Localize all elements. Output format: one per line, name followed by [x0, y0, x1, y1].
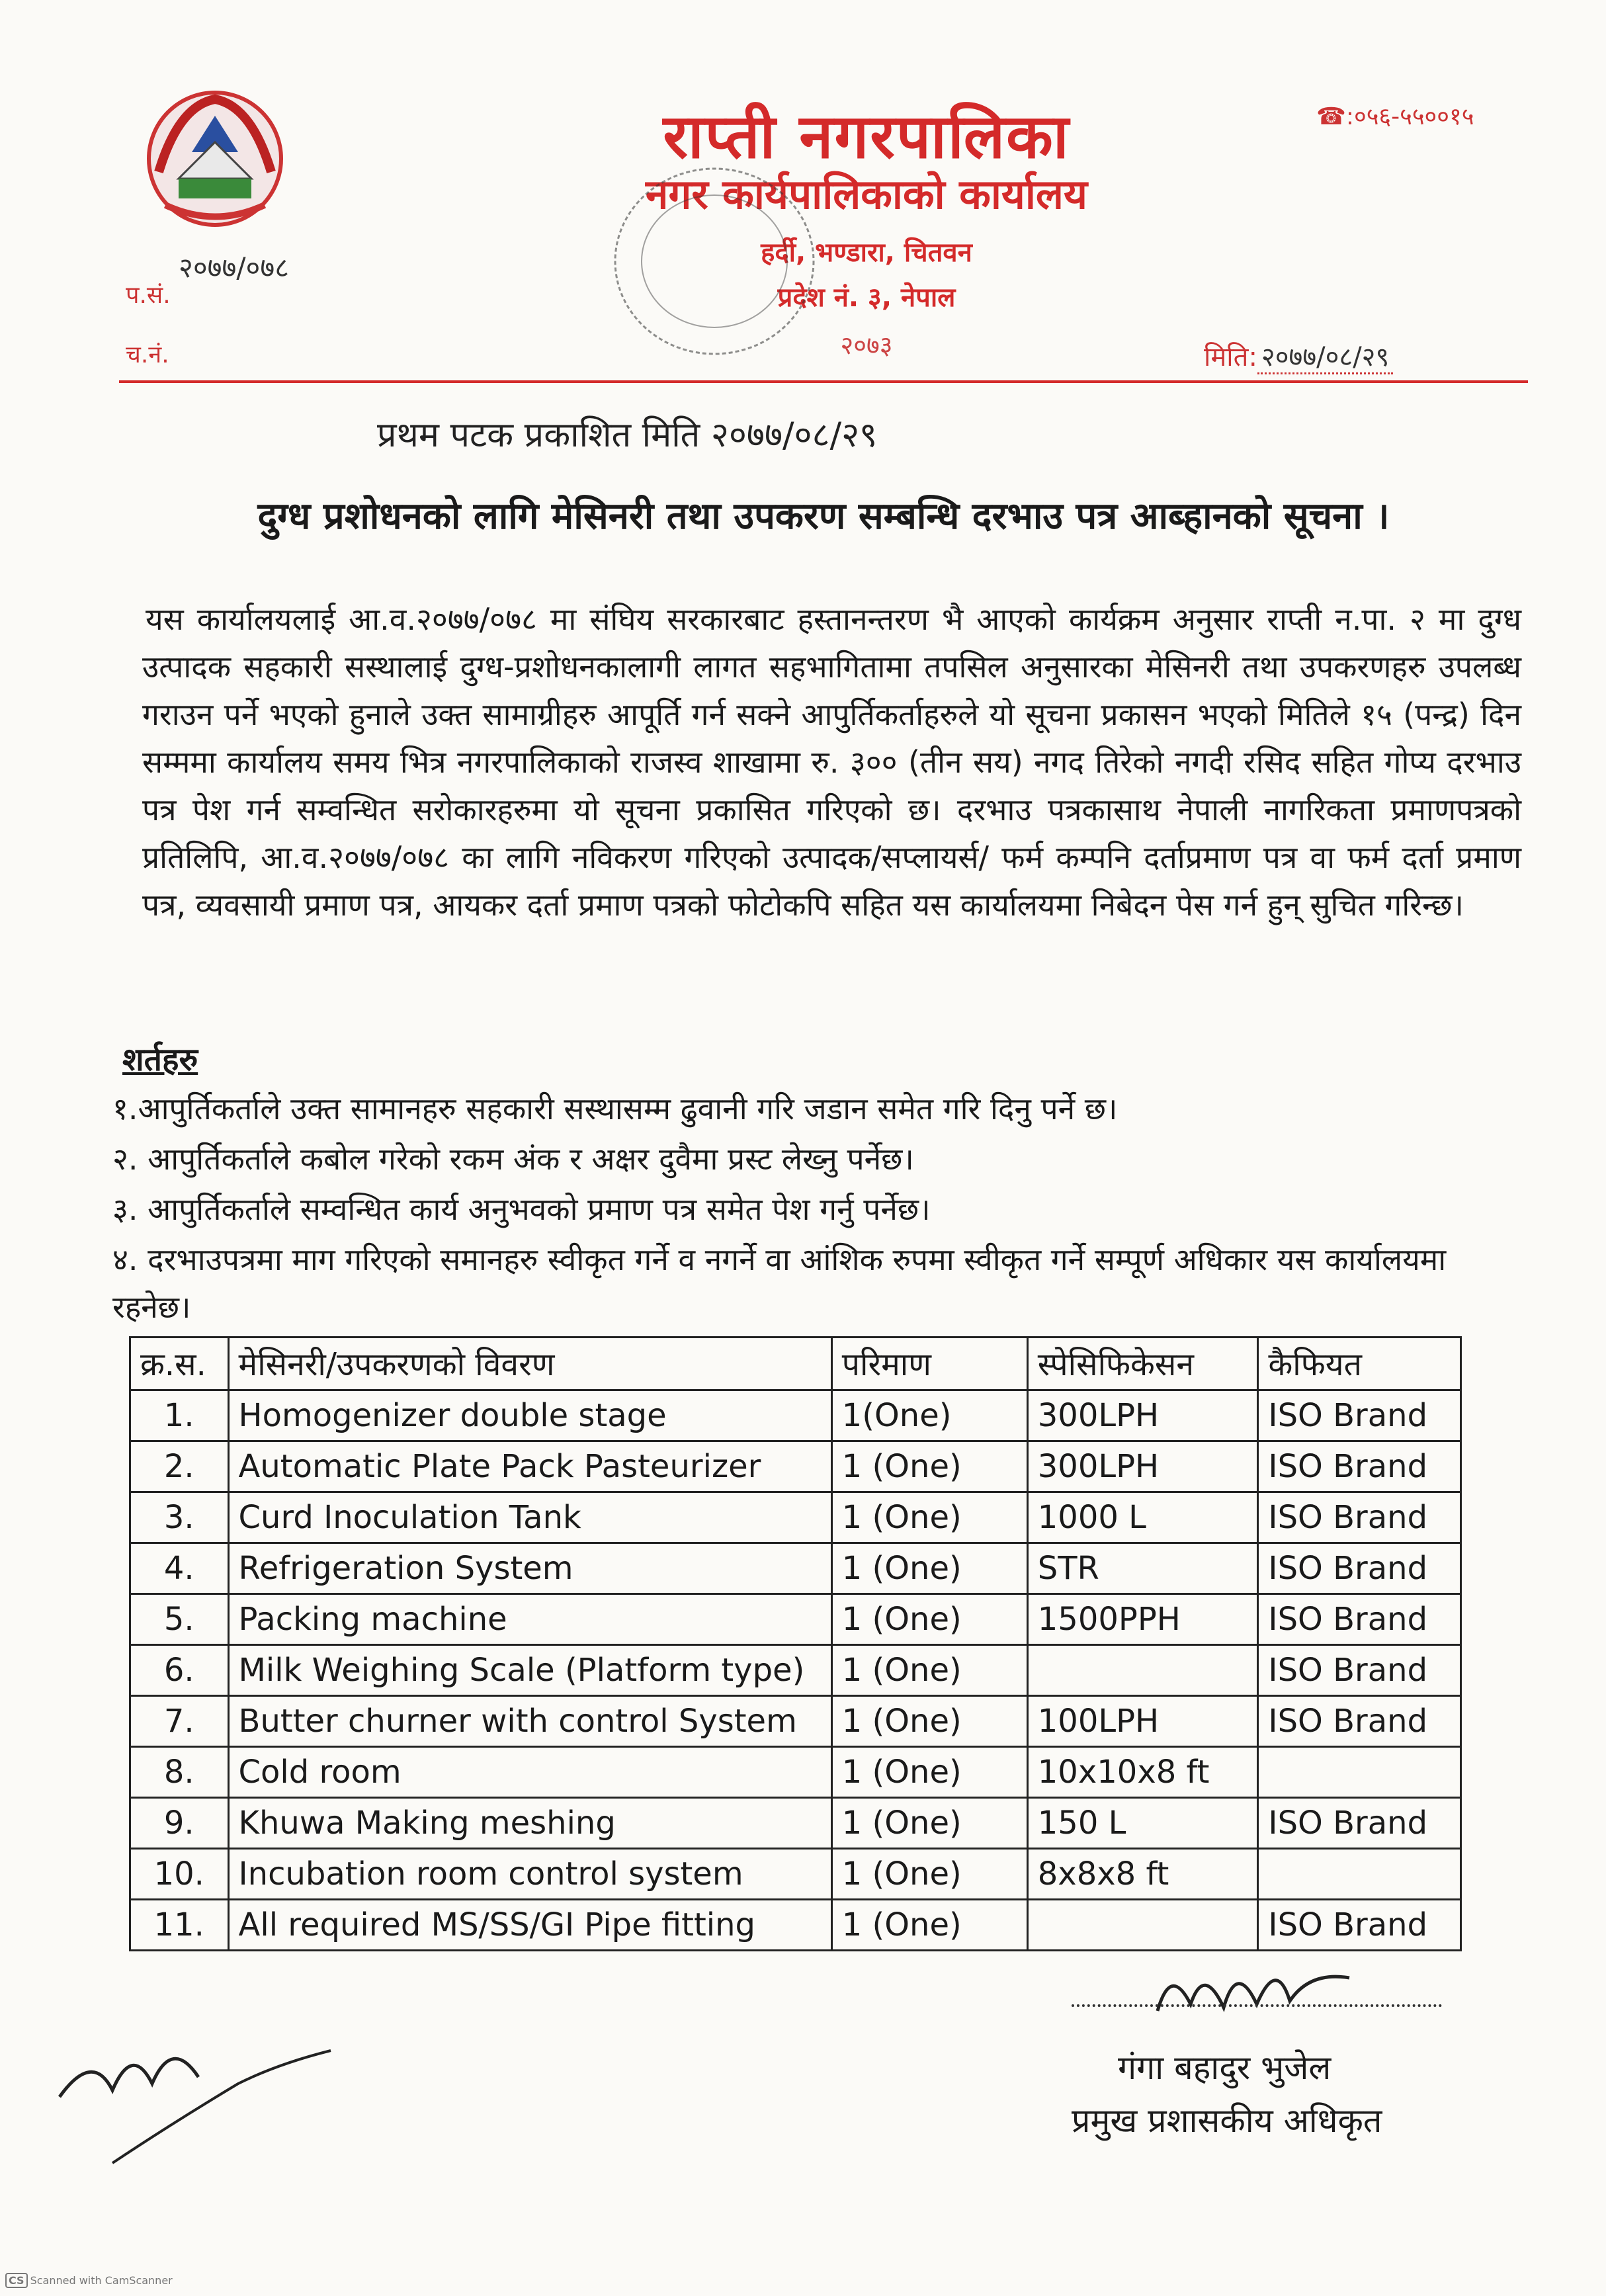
row-description: All required MS/SS/GI Pipe fitting	[228, 1900, 831, 1951]
row-description: Butter churner with control System	[228, 1696, 831, 1747]
scanner-badge: CS	[5, 2273, 28, 2288]
row-quantity: 1 (One)	[831, 1645, 1027, 1696]
row-quantity: 1 (One)	[831, 1798, 1027, 1849]
row-description: Cold room	[228, 1747, 831, 1798]
row-remarks: ISO Brand	[1258, 1390, 1461, 1441]
row-remarks: ISO Brand	[1258, 1645, 1461, 1696]
table-row	[130, 1543, 1461, 1594]
row-quantity: 1 (One)	[831, 1492, 1027, 1543]
row-remarks	[1258, 1747, 1461, 1798]
row-specification: 100LPH	[1027, 1696, 1258, 1747]
row-description: Curd Inoculation Tank	[228, 1492, 831, 1543]
row-serial: 9.	[130, 1798, 229, 1849]
row-serial: 1.	[130, 1390, 229, 1441]
row-specification: 300LPH	[1027, 1390, 1258, 1441]
header-divider	[119, 380, 1528, 383]
phone-number: ☎:०५६-५५००१५	[1316, 103, 1474, 130]
row-remarks: ISO Brand	[1258, 1696, 1461, 1747]
row-serial: 5.	[130, 1594, 229, 1645]
row-description: Incubation room control system	[228, 1849, 831, 1900]
scanner-note: Scanned with CamScanner	[30, 2274, 173, 2287]
conditions-heading: शर्तहरु	[122, 1041, 198, 1078]
row-quantity: 1 (One)	[831, 1747, 1027, 1798]
row-quantity: 1 (One)	[831, 1696, 1027, 1747]
table-row	[130, 1849, 1461, 1900]
row-specification: 8x8x8 ft	[1027, 1849, 1258, 1900]
date-value: २०७७/०८/२९	[1257, 342, 1393, 374]
row-specification: 1000 L	[1027, 1492, 1258, 1543]
notice-title: दुग्ध प्रशोधनको लागि मेसिनरी तथा उपकरण सम्बन्धि दरभाउ पत्र आब्हानको सूचना ।	[257, 495, 1390, 538]
condition-item: २. आपुर्तिकर्ताले कबोल गरेको रकम अंक र अक्षर दुवैमा प्रस्ट लेख्नु पर्नेछ।	[112, 1141, 914, 1177]
signatory-title: प्रमुख प्रशासकीय अधिकृत	[1072, 2102, 1382, 2140]
row-serial: 7.	[130, 1696, 229, 1747]
row-specification: 1500PPH	[1027, 1594, 1258, 1645]
letter-number-label: प.सं.	[126, 282, 171, 309]
row-description: Homogenizer double stage	[228, 1390, 831, 1441]
condition-item: ४. दरभाउपत्रमा माग गरिएको समानहरु स्वीकृत गर्ने व नगर्ने वा आंशिक रुपमा स्वीकृत गर्ने सम्पूर्ण अधिकार यस कार्यालयमा रहनेछ।	[112, 1242, 1447, 1325]
fiscal-year: २०७७/०७८	[179, 251, 290, 284]
row-remarks: ISO Brand	[1258, 1543, 1461, 1594]
row-remarks	[1258, 1849, 1461, 1900]
condition-item: १.आपुर्तिकर्ताले उक्त सामानहरु सहकारी सस्थासम्म ढुवानी गरि जडान समेत गरि दिनु पर्ने छ।	[112, 1091, 1118, 1127]
row-description: Refrigeration System	[228, 1543, 831, 1594]
row-specification	[1027, 1645, 1258, 1696]
row-specification: 300LPH	[1027, 1441, 1258, 1492]
row-quantity: 1 (One)	[831, 1849, 1027, 1900]
row-remarks: ISO Brand	[1258, 1900, 1461, 1951]
signature-scribble-icon	[1151, 1951, 1369, 2031]
condition-item: ३. आपुर्तिकर्ताले सम्वन्धित कार्य अनुभवको प्रमाण पत्र समेत पेश गर्नु पर्नेछ।	[112, 1191, 931, 1227]
row-description: Khuwa Making meshing	[228, 1798, 831, 1849]
table-row	[130, 1900, 1461, 1951]
row-quantity: 1 (One)	[831, 1543, 1027, 1594]
equipment-table	[129, 1336, 1462, 1951]
row-description: Automatic Plate Pack Pasteurizer	[228, 1441, 831, 1492]
municipality-name: राप्ती नगरपालिका	[663, 101, 1070, 172]
signatory-name: गंगा बहादुर भुजेल	[1118, 2049, 1331, 2087]
table-row	[130, 1390, 1461, 1441]
row-quantity: 1 (One)	[831, 1441, 1027, 1492]
dispatch-number-label: च.नं.	[126, 341, 169, 368]
row-description: Milk Weighing Scale (Platform type)	[228, 1645, 831, 1696]
header-serial: क्र.स.	[130, 1338, 229, 1390]
row-serial: 4.	[130, 1543, 229, 1594]
address-line-1: हर्दी, भण्डारा, चितवन	[761, 237, 972, 268]
row-description: Packing machine	[228, 1594, 831, 1645]
header-specification: स्पेसिफिकेसन	[1027, 1338, 1258, 1390]
table-row	[130, 1696, 1461, 1747]
notice-body: यस कार्यालयलाई आ.व.२०७७/०७८ मा संघिय सरकारबाट हस्तानन्तरण भै आएको कार्यक्रम अनुसार राप्ती न.पा. २ मा दुग्ध उत्पादक सहकारी सस्थालाई दुग्ध-प्रशोधनकालागी लागत सहभागितामा तपसिल अनुसारका मेसिनरी तथा उपकरणहरु उपलब्ध गराउन पर्ने भएको हुनाले उक्त सामाग्रीहरु आपूर्ति गर्न सक्ने आपुर्तिकर्ताहरुले यो सूचना प्रकासन भएको मितिले १५ (पन्द्र) दिन सम्ममा कार्यालय समय भित्र नगरपालिकाको राजस्व शाखामा रु. ३०० (तीन सय) नगद तिरेको नगदी रसिद सहित गोप्य दरभाउ पत्र पेश गर्न सम्वन्धित सरोकारहरुमा यो सूचना प्रकासित गरिएको छ। दरभाउ पत्रकासाथ नेपाली नागरिकता प्रमाणपत्रको प्रतिलिपि, आ.व.२०७७/०७८ का लागि नविकरण गरिएको उत्पादक/सप्लायर्स/ फर्म कम्पनि दर्ताप्रमाण पत्र वा फर्म दर्ता प्रमाण पत्र, व्यवसायी प्रमाण पत्र, आयकर दर्ता प्रमाण पत्रको फोटोकपि सहित यस कार्यालयमा निबेदन पेस गर्न हुन् सुचित गरिन्छ।	[142, 601, 1521, 923]
row-serial: 10.	[130, 1849, 229, 1900]
row-serial: 11.	[130, 1900, 229, 1951]
signature-line	[1072, 2004, 1442, 2007]
established-year: २०७३	[840, 331, 893, 360]
header-description: मेसिनरी/उपकरणको विवरण	[228, 1338, 831, 1390]
office-stamp-icon	[595, 152, 833, 370]
row-quantity: 1 (One)	[831, 1594, 1027, 1645]
row-serial: 3.	[130, 1492, 229, 1543]
header-remarks: कैफियत	[1258, 1338, 1461, 1390]
row-remarks: ISO Brand	[1258, 1594, 1461, 1645]
table-header-row	[130, 1338, 1461, 1390]
table-row	[130, 1747, 1461, 1798]
row-quantity: 1(One)	[831, 1390, 1027, 1441]
table-row	[130, 1645, 1461, 1696]
row-specification: 150 L	[1027, 1798, 1258, 1849]
row-remarks: ISO Brand	[1258, 1798, 1461, 1849]
row-serial: 2.	[130, 1441, 229, 1492]
first-published-date: प्रथम पटक प्रकाशित मिति २०७७/०८/२९	[377, 415, 878, 455]
nepal-emblem-icon	[139, 79, 291, 232]
date-row	[1204, 337, 1393, 374]
table-row	[130, 1798, 1461, 1849]
row-serial: 6.	[130, 1645, 229, 1696]
row-quantity: 1 (One)	[831, 1900, 1027, 1951]
handwritten-initials-icon	[40, 2011, 357, 2183]
row-remarks: ISO Brand	[1258, 1492, 1461, 1543]
row-serial: 8.	[130, 1747, 229, 1798]
row-specification: STR	[1027, 1543, 1258, 1594]
table-row	[130, 1492, 1461, 1543]
row-remarks: ISO Brand	[1258, 1441, 1461, 1492]
office-name: नगर कार्यपालिकाको कार्यालय	[646, 170, 1087, 218]
table-row	[130, 1441, 1461, 1492]
date-label: मिति:	[1204, 342, 1257, 372]
row-specification	[1027, 1900, 1258, 1951]
table-row	[130, 1594, 1461, 1645]
header-quantity: परिमाण	[831, 1338, 1027, 1390]
scanner-watermark	[5, 2273, 173, 2288]
row-specification: 10x10x8 ft	[1027, 1747, 1258, 1798]
address-line-2: प्रदेश नं. ३, नेपाल	[777, 282, 956, 313]
